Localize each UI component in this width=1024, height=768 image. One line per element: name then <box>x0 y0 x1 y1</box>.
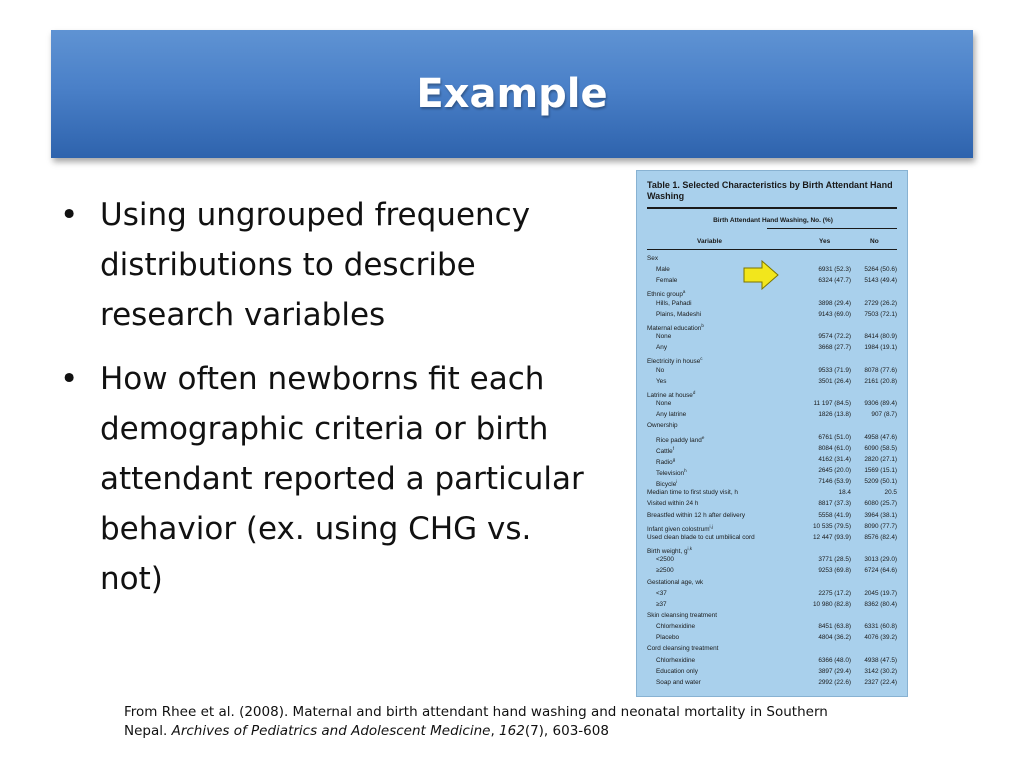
table-row <box>647 588 899 599</box>
table-cell-no: 907 (8.7) <box>871 411 897 419</box>
table-cell-no: 6080 (25.7) <box>864 500 897 508</box>
table-cell-footnote: h <box>684 467 687 473</box>
table-cell-variable: Maternal education$^b$ <box>647 322 704 333</box>
table-cell-no: 8362 (80.4) <box>864 600 897 608</box>
table-row <box>647 521 899 532</box>
table-cell-variable: Rice paddy land$^e$ <box>656 434 705 444</box>
table-cell-no: 5264 (50.6) <box>864 266 897 274</box>
table-row <box>647 666 899 677</box>
table-cell-footnote: c <box>700 356 703 362</box>
citation-text: From Rhee et al. (2008). Maternal and birth attendant hand washing and neonatal mortality in Southern Nepal. <box>124 704 828 739</box>
table-row <box>647 398 899 409</box>
table-row <box>647 443 899 454</box>
table-cell-variable: ≥2500 <box>656 567 674 575</box>
table-row <box>647 353 899 364</box>
table-cell-no: 2729 (26.2) <box>864 299 897 307</box>
table-cell-no: 6331 (60.8) <box>864 623 897 631</box>
table-row <box>647 599 899 610</box>
table-cell-no: 1569 (15.1) <box>864 466 897 474</box>
table-row <box>647 677 899 688</box>
table-row <box>647 409 899 420</box>
table-cell-no: 4958 (47.6) <box>864 433 897 441</box>
table-row <box>647 554 899 565</box>
table-cell-footnote: b <box>701 322 704 328</box>
table-cell-no: 2161 (20.8) <box>864 377 897 385</box>
table-row <box>647 543 899 554</box>
table-cell-variable: Infant given colostrum$^{i,j}$ <box>647 523 713 533</box>
table-cell-variable: Chlorhexidine <box>656 656 696 664</box>
table-cell-footnote: i,j <box>709 523 713 529</box>
table-cell-yes: 3668 (27.7) <box>818 344 851 352</box>
bullet-list <box>58 190 598 618</box>
bullet-item: • Using ungrouped frequency distributions to describe research variables <box>58 190 598 340</box>
table-row <box>647 621 899 632</box>
table-body <box>647 253 899 688</box>
table-cell-variable: No <box>656 366 665 374</box>
table-cell-yes: 2992 (22.6) <box>818 678 851 686</box>
citation-volume: 162 <box>499 723 525 739</box>
table-cell-no: 6724 (64.6) <box>864 567 897 575</box>
table-cell-yes: 9143 (69.0) <box>818 310 851 318</box>
table-row <box>647 476 899 487</box>
table-col-variable: Variable <box>697 238 722 245</box>
table-cell-variable: <2500 <box>656 556 674 564</box>
table-cell-variable: Soap and water <box>656 678 701 686</box>
table-cell-no: 20.5 <box>884 489 897 497</box>
table-cell-yes: 4162 (31.4) <box>818 455 851 463</box>
table-cell-variable: Female <box>656 277 678 285</box>
table-cell-yes: 9574 (72.2) <box>818 333 851 341</box>
table-row <box>647 387 899 398</box>
table-cell-yes: 12 447 (93.9) <box>812 533 851 541</box>
table-cell-variable: None <box>656 333 672 341</box>
table-row <box>647 454 899 465</box>
table-cell-variable: Any latrine <box>656 411 687 419</box>
table-cell-yes: 18.4 <box>838 489 851 497</box>
table-cell-footnote: g <box>672 456 676 462</box>
table-row <box>647 432 899 443</box>
table-cell-variable: Gestational age, wk <box>647 578 704 586</box>
citation-pages: (7), 603-608 <box>524 723 609 739</box>
table-cell-footnote: i <box>676 479 678 485</box>
table-cell-yes: 9533 (71.9) <box>818 366 851 374</box>
table-cell-yes: 3501 (26.4) <box>818 377 851 385</box>
table-cell-no: 2820 (27.1) <box>864 455 897 463</box>
table-row <box>647 420 899 431</box>
table-row <box>647 498 899 509</box>
table-cell-footnote: a <box>682 289 686 295</box>
table-row <box>647 365 899 376</box>
table-cell-variable: Ethnic group$^a$ <box>647 289 686 299</box>
table-cell-no: 2045 (19.7) <box>864 589 897 597</box>
table-row <box>647 632 899 643</box>
table-cell-variable: Radio$^g$ <box>656 456 676 466</box>
table-row <box>647 331 899 342</box>
table-row <box>647 465 899 476</box>
table-cell-yes: 8084 (61.0) <box>818 444 851 452</box>
table-cell-no: 8414 (80.9) <box>864 333 897 341</box>
table-rule <box>647 249 897 250</box>
table-cell-yes: 3898 (29.4) <box>818 299 851 307</box>
citation-sep: , <box>490 723 500 739</box>
table-cell-yes: 4804 (36.2) <box>818 634 851 642</box>
table-cell-no: 4938 (47.5) <box>864 656 897 664</box>
table-col-no: No <box>870 238 879 245</box>
table-image <box>636 170 908 697</box>
table-cell-variable: Ownership <box>647 422 678 430</box>
table-cell-yes: 10 980 (82.8) <box>812 600 851 608</box>
table-cell-no: 2327 (22.4) <box>864 678 897 686</box>
table-cell-variable: Education only <box>656 667 698 675</box>
table-cell-no: 8078 (77.6) <box>864 366 897 374</box>
table-cell-yes: 6931 (52.3) <box>818 266 851 274</box>
table-col-yes: Yes <box>819 238 831 245</box>
table-cell-no: 3142 (30.2) <box>864 667 897 675</box>
table-row <box>647 309 899 320</box>
table-cell-yes: 3897 (29.4) <box>818 667 851 675</box>
table-cell-variable: Placebo <box>656 634 680 642</box>
table-cell-variable: Cord cleansing treatment <box>647 645 719 653</box>
table-cell-no: 3964 (38.1) <box>864 511 897 519</box>
table-cell-yes: 2645 (20.0) <box>818 466 851 474</box>
table-cell-footnote: i,k <box>687 546 692 552</box>
table-cell-variable: Plains, Madeshi <box>656 310 702 318</box>
table-cell-yes: 10 535 (79.5) <box>812 522 851 530</box>
table-cell-no: 4076 (39.2) <box>864 634 897 642</box>
title-bar <box>51 30 973 158</box>
table-cell-yes: 9253 (69.8) <box>818 567 851 575</box>
table-cell-no: 8576 (82.4) <box>864 533 897 541</box>
table-cell-variable: Cattle$^f$ <box>656 445 674 455</box>
table-cell-no: 8090 (77.7) <box>864 522 897 530</box>
citation-journal: Archives of Pediatrics and Adolescent Medicine <box>171 723 491 739</box>
table-cell-variable: Latrine at house$^d$ <box>647 389 696 399</box>
table-cell-yes: 6366 (48.0) <box>818 656 851 664</box>
table-cell-variable: None <box>656 400 672 408</box>
bullet-item: • How often newborns fit each demographic criteria or birth attendant reported a particular behavior (ex. using CHG vs. not) <box>58 354 598 604</box>
slide-title: Example <box>416 71 608 117</box>
table-cell-yes: 11 197 (84.5) <box>813 400 851 408</box>
table-row <box>647 376 899 387</box>
table-cell-variable: Birth weight, $g^{i,k}$ <box>647 546 692 556</box>
table-cell-variable: Chlorhexidine <box>656 623 696 631</box>
arrow-icon <box>742 260 780 290</box>
table-cell-variable: <37 <box>656 589 667 597</box>
table-cell-no: 9306 (89.4) <box>864 400 897 408</box>
table-cell-yes: 3771 (28.5) <box>818 556 851 564</box>
table-cell-variable: Sex <box>647 255 659 262</box>
table-cell-no: 1984 (19.1) <box>864 344 897 352</box>
table-row <box>647 342 899 353</box>
table-cell-yes: 8451 (63.8) <box>818 623 851 631</box>
table-row <box>647 655 899 666</box>
table-cell-variable: Visited within 24 h <box>647 500 699 508</box>
table-cell-variable: Male <box>656 266 670 274</box>
table-cell-footnote: e <box>701 434 705 440</box>
table-group-header: Birth Attendant Hand Washing, No. (%) <box>713 217 833 224</box>
table-cell-no: 6090 (58.5) <box>864 444 897 452</box>
table-cell-variable: Skin cleansing treatment <box>647 612 717 619</box>
table-row <box>647 643 899 654</box>
table-cell-yes: 1826 (13.8) <box>818 411 851 419</box>
table-cell-yes: 8817 (37.3) <box>818 500 851 508</box>
table-row <box>647 510 899 521</box>
table-cell-variable: Hills, Pahadi <box>656 299 692 307</box>
table-cell-yes: 2275 (17.2) <box>818 589 851 597</box>
table-cell-variable: Electricity in house$^c$ <box>647 356 703 366</box>
table-cell-no: 7503 (72.1) <box>864 310 897 318</box>
table-cell-variable: Television$^h$ <box>656 467 687 478</box>
table-row <box>647 487 899 498</box>
table-cell-yes: 6761 (51.0) <box>818 433 851 441</box>
table-cell-variable: Bicycle$^i$ <box>656 479 678 489</box>
table-cell-no: 5143 (49.4) <box>864 277 897 285</box>
table-row <box>647 532 899 543</box>
table-cell-yes: 5558 (41.9) <box>818 511 851 519</box>
table-cell-yes: 6324 (47.7) <box>818 277 851 285</box>
table-rule <box>647 207 897 209</box>
table-cell-yes: 7146 (53.9) <box>818 478 851 486</box>
table-cell-no: 3013 (29.0) <box>864 556 897 564</box>
table-rule <box>767 228 897 229</box>
table-title: Table 1. Selected Characteristics by Birth Attendant Hand Washing <box>647 180 893 201</box>
table-cell-variable: Used clean blade to cut umbilical cord <box>647 533 755 541</box>
citation <box>124 703 864 741</box>
table-row <box>647 565 899 576</box>
table-row <box>647 298 899 309</box>
table-cell-footnote: f <box>672 445 674 451</box>
table-cell-variable: Median time to first study visit, h <box>647 489 738 497</box>
table-cell-variable: Any <box>656 344 668 352</box>
table-cell-variable: Yes <box>656 377 667 385</box>
table-cell-variable: Breastfed within 12 h after delivery <box>647 511 746 519</box>
table-cell-variable: ≥37 <box>656 600 667 608</box>
table-row <box>647 610 899 621</box>
table-row <box>647 320 899 331</box>
table-cell-footnote: d <box>692 389 696 395</box>
table-cell-no: 5209 (50.1) <box>864 478 897 486</box>
table-row <box>647 577 899 588</box>
